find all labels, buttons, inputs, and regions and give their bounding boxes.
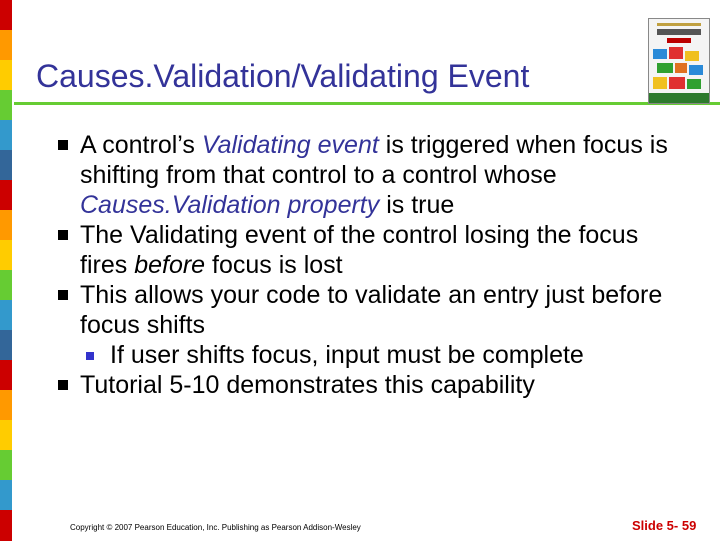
bullet-text-run: A control’s [80,131,202,159]
bullet-text-run: The Validating event of the control losing the focus fires [80,221,639,279]
slide-number: Slide 5- 59 [632,518,697,533]
copyright-footer: Copyright © 2007 Pearson Education, Inc. Publishing as Pearson Addison-Wesley [70,523,361,532]
visual-basic-book-cover-icon [648,18,710,104]
stripe-segment [0,510,12,541]
bullet-text-run: This allows your code to validate an entry just before focus shifts [80,281,663,339]
stripe-segment [0,360,12,391]
bullet-text-run: before [134,251,206,279]
stripe-segment [0,30,12,61]
stripe-segment [0,390,12,421]
stripe-segment [0,0,12,31]
stripe-segment [0,240,12,271]
bullet-item [62,280,672,340]
decorative-color-stripe [0,0,12,540]
bullet-item [62,220,672,280]
stripe-segment [0,60,12,91]
bullet-text-run: Causes.Validation property [80,191,380,219]
stripe-segment [0,120,12,151]
stripe-segment [0,420,12,451]
sub-bullet-item [62,340,672,370]
bullet-text-run: Validating event [201,131,379,159]
bullet-list [62,130,672,400]
bullet-text-run: is triggered when focus is shifting from that control to a control whose [80,131,668,189]
bullet-text-run: is true [379,191,455,219]
stripe-segment [0,180,12,211]
stripe-segment [0,450,12,481]
bullet-item [62,130,672,220]
stripe-segment [0,210,12,241]
stripe-segment [0,150,12,181]
stripe-segment [0,330,12,361]
stripe-segment [0,270,12,301]
bullet-text-run: focus is lost [205,251,343,279]
stripe-segment [0,300,12,331]
title-divider [14,102,720,105]
sub-bullet-text: If user shifts focus, input must be complete [110,341,584,369]
bullet-text-run: Tutorial 5-10 demonstrates this capability [80,371,535,399]
slide-title: Causes.Validation/Validating Event [36,58,530,94]
stripe-segment [0,90,12,121]
bullet-item [62,370,672,400]
stripe-segment [0,480,12,511]
